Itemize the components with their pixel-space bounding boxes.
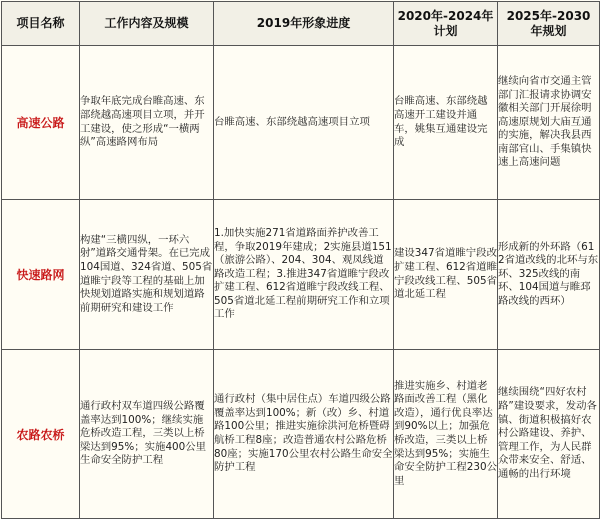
header-plan-2020-2024-line1: 2020年-2024年 — [397, 8, 494, 23]
header-progress-2019 — [214, 2, 394, 46]
scope-cell: 通行政村双车道四级公路覆盖率达到100%；继续实施危桥改造工程，三类以上桥梁达到95%；实施400公里生命安全防护工程 — [80, 350, 214, 519]
header-plan-2020-2024 — [394, 2, 498, 46]
header-progress-2019-text: 2019年形象进度 — [256, 16, 351, 30]
transport-plan-table — [1, 1, 600, 519]
header-plan-2025-2030 — [498, 2, 600, 46]
project-name-cell: 快速路网 — [2, 200, 80, 350]
progress-2019-cell: 台睢高速、东部绕越高速项目立项 — [214, 46, 394, 200]
plan-2025-2030-cell: 形成新的外环路（612省道改线的北环与东环、325改线的南环、104国道与睢邳路改线的西环） — [498, 200, 600, 350]
project-name-cell: 高速公路 — [2, 46, 80, 200]
header-plan-2025-2030-line2: 年规划 — [530, 23, 567, 38]
header-plan-2025-2030-line1: 2025年-2030 — [506, 8, 591, 23]
project-name-cell: 农路农桥 — [2, 350, 80, 519]
scope-cell: 争取年底完成台睢高速、东部绕越高速项目立项，并开工建设，使之形成“一横两纵”高速路网布局 — [80, 46, 214, 200]
header-plan-2020-2024-line2: 计划 — [433, 23, 458, 38]
table-header-row — [2, 2, 600, 46]
plan-2020-2024-cell: 建设347省道睢宁段改扩建工程、612省道睢宁段改线工程、505省道北延工程 — [394, 200, 498, 350]
header-project-name — [2, 2, 80, 46]
plan-2025-2030-cell: 继续向省市交通主管部门汇报请求协调安徽相关部门开展徐明高速原规划大庙互通的实施，解决我县西南部官山、手集镇快速上高速问题 — [498, 46, 600, 200]
progress-2019-cell: 通行政村（集中居住点）车道四级公路覆盖率达到100%；新（改）乡、村道路100公里；推进实施徐洪河危桥暨碍航桥工程8座；改造普通农村公路危桥80座；实施170公里农村公路生命安全防护工程 — [214, 350, 394, 519]
plan-2020-2024-cell: 台睢高速、东部绕越高速开工建设并通车，姚集互通建设完成 — [394, 46, 498, 200]
plan-2025-2030-cell: 继续围绕“四好农村路”建设要求，发动各镇、街道积极搞好农村公路建设、养护、管理工作，为人民群众带来安全、舒适、通畅的出行环境 — [498, 350, 600, 519]
header-scope — [80, 2, 214, 46]
progress-2019-cell: 1.加快实施271省道路面养护改善工程，争取2019年建成；2实施县道151（旅游公路）、204、304、观凤线道路改造工程；3.推进347省道睢宁段改扩建工程、612省道睢宁段改线工程、505省道北延工程前期研究工作和立项工作 — [214, 200, 394, 350]
table-row-rural-roads-bridges — [2, 350, 600, 519]
header-scope-text: 工作内容及规模 — [104, 16, 189, 30]
header-project-name-text: 项目名称 — [16, 16, 65, 30]
table-row-expressway — [2, 46, 600, 200]
scope-cell: 构建“三横四纵，一环六射”道路交通骨架。在已完成104国道、324省道、505省道睢宁段等工程的基础上加快规划道路实施和规划道路前期研究和建设工作 — [80, 200, 214, 350]
table-row-fast-road-network — [2, 200, 600, 350]
plan-2020-2024-cell: 推进实施乡、村道老路面改善工程（黑化改造），通行优良率达到90%以上；加强危桥改造，三类以上桥梁达到95%；实施生命安全防护工程230公里 — [394, 350, 498, 519]
